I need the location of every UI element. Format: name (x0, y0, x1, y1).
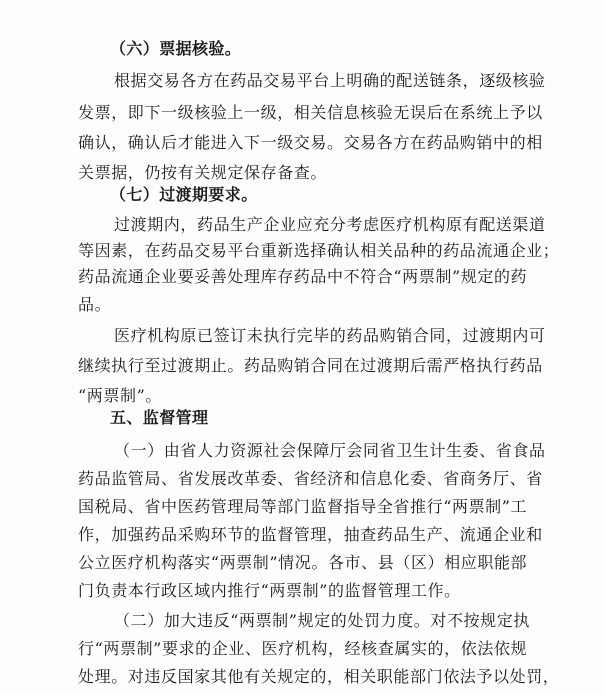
section-heading-6: （六）票据核验。 (110, 39, 242, 58)
paragraph-line: 继续执行至过渡期止。药品购销合同在过渡期后需严格执行药品 (78, 356, 543, 375)
paragraph-line: （一）由省人力资源社会保障厅会同省卫生计生委、省食品 (114, 441, 546, 460)
paragraph-line: 发票，即下一级核验上一级，相关信息核验无误后在系统上予以 (78, 103, 543, 122)
section-heading-7: （七）过渡期要求。 (110, 185, 258, 204)
paragraph-line: 公立医疗机构落实“两票制”情况。各市、县（区）相应职能部 (78, 553, 528, 572)
paragraph-line: 作，加强药品采购环节的监督管理，抽查药品生产、流通企业和 (78, 525, 543, 544)
paragraph-line: 过渡期内，药品生产企业应充分考虑医疗机构原有配送渠道 (114, 215, 546, 234)
paragraph-line: 确认，确认后才能进入下一级交易。交易各方在药品购销中的相 (78, 133, 543, 152)
section-heading-five: 五、监督管理 (110, 408, 209, 427)
paragraph-line: 医疗机构原已签订未执行完毕的药品购销合同，过渡期内可 (114, 326, 546, 345)
paragraph-line: 门负责本行政区域内推行“两票制”的监督管理工作。 (78, 581, 461, 600)
paragraph-line: 国税局、省中医药管理局等部门监督指导全省推行“两票制”工 (78, 497, 528, 516)
paragraph-line: 关票据，仍按有关规定保存备查。 (78, 163, 328, 182)
paragraph-line: （二）加大违反“两票制”规定的处罚力度。对不按规定执 (114, 611, 530, 630)
paragraph-line: 处理。对违反国家其他有关规定的，相关职能部门依法予以处罚， (78, 667, 560, 686)
paragraph-line: 药品监管局、省发展改革委、省经济和信息化委、省商务厅、省 (78, 469, 543, 488)
paragraph-line: 品。 (78, 295, 112, 314)
paragraph-line: 等因素，在药品交易平台重新选择确认相关品种的药品流通企业； (78, 241, 560, 260)
paragraph-line: 行“两票制”要求的企业、医疗机构，经核查属实的，依法依规 (78, 639, 528, 658)
paragraph-line: 药品流通企业要妥善处理库存药品中不符合“两票制”规定的药 (78, 267, 528, 286)
paragraph-line: 根据交易各方在药品交易平台上明确的配送链条，逐级核验 (114, 71, 546, 90)
paragraph-line: “两票制”。 (78, 386, 162, 405)
